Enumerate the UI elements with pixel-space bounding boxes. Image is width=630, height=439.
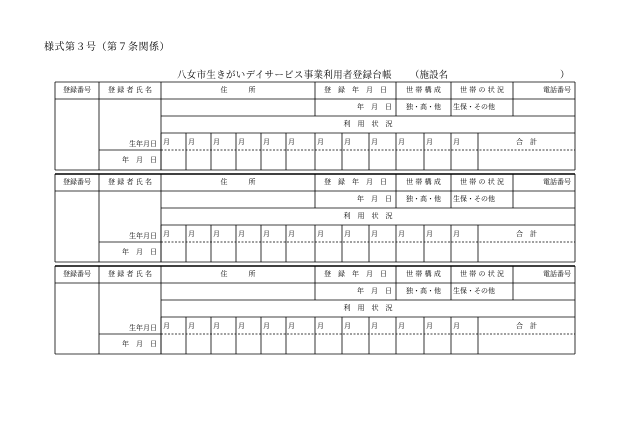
month-label: 月 (398, 230, 405, 238)
month-label: 月 (426, 138, 433, 146)
total-label: 合 計 (516, 230, 537, 238)
household-header: 世 帯 構 成 (406, 178, 441, 186)
month-label: 月 (453, 138, 460, 146)
month-label: 月 (188, 322, 195, 330)
name-header: 登 録 者 氏 名 (108, 86, 152, 94)
month-label: 月 (163, 230, 170, 238)
status-options: 生保・その他 (453, 103, 495, 111)
reg-date-value: 年 月 日 (357, 195, 392, 203)
facility-close-paren: ） (560, 70, 570, 81)
household-options: 独・高・他 (406, 195, 441, 203)
month-label: 月 (263, 138, 270, 146)
household-header: 世 帯 構 成 (406, 86, 441, 94)
total-label: 合 計 (516, 138, 537, 146)
month-label: 月 (288, 230, 295, 238)
month-label: 月 (398, 138, 405, 146)
household-options: 独・高・他 (406, 287, 441, 295)
document-title: 八女市生きがいデイサービス事業利用者登録台帳 (177, 70, 392, 81)
reg-date-header: 登 録 年 月 日 (324, 270, 387, 278)
address-header: 住 所 (220, 178, 256, 186)
month-label: 月 (344, 138, 351, 146)
month-label: 月 (263, 322, 270, 330)
status-header: 世 帯 の 状 況 (460, 86, 504, 94)
month-label: 月 (163, 322, 170, 330)
month-label: 月 (317, 230, 324, 238)
usage-header: 利 用 状 況 (343, 304, 393, 312)
month-label: 月 (453, 322, 460, 330)
month-label: 月 (238, 138, 245, 146)
phone-header: 電話番号 (543, 178, 571, 186)
birth-date-label: 生年月日 (129, 140, 157, 148)
birth-date-value: 年 月 日 (122, 156, 157, 164)
name-header: 登 録 者 氏 名 (108, 178, 152, 186)
month-label: 月 (238, 230, 245, 238)
month-label: 月 (317, 322, 324, 330)
month-label: 月 (288, 322, 295, 330)
reg-no-header: 登録番号 (63, 86, 91, 94)
household-header: 世 帯 構 成 (406, 270, 441, 278)
status-options: 生保・その他 (453, 195, 495, 203)
month-label: 月 (317, 138, 324, 146)
month-label: 月 (426, 322, 433, 330)
month-label: 月 (213, 138, 220, 146)
phone-header: 電話番号 (543, 86, 571, 94)
total-label: 合 計 (516, 322, 537, 330)
month-label: 月 (288, 138, 295, 146)
name-header: 登 録 者 氏 名 (108, 270, 152, 278)
month-label: 月 (188, 138, 195, 146)
form-number: 様式第３号（第７条関係） (44, 42, 170, 53)
reg-date-value: 年 月 日 (357, 103, 392, 111)
month-label: 月 (371, 322, 378, 330)
birth-date-label: 生年月日 (129, 232, 157, 240)
month-label: 月 (371, 138, 378, 146)
facility-label: （施設名 (410, 70, 449, 81)
reg-date-header: 登 録 年 月 日 (324, 178, 387, 186)
address-header: 住 所 (220, 86, 256, 94)
status-header: 世 帯 の 状 況 (460, 178, 504, 186)
month-label: 月 (426, 230, 433, 238)
month-label: 月 (344, 322, 351, 330)
month-label: 月 (163, 138, 170, 146)
household-options: 独・高・他 (406, 103, 441, 111)
birth-date-label: 生年月日 (129, 324, 157, 332)
birth-date-value: 年 月 日 (122, 340, 157, 348)
reg-no-header: 登録番号 (63, 178, 91, 186)
reg-no-header: 登録番号 (63, 270, 91, 278)
status-header: 世 帯 の 状 況 (460, 270, 504, 278)
month-label: 月 (213, 322, 220, 330)
month-label: 月 (453, 230, 460, 238)
month-label: 月 (213, 230, 220, 238)
month-label: 月 (371, 230, 378, 238)
reg-date-value: 年 月 日 (357, 287, 392, 295)
reg-date-header: 登 録 年 月 日 (324, 86, 387, 94)
month-label: 月 (344, 230, 351, 238)
usage-header: 利 用 状 況 (343, 212, 393, 220)
month-label: 月 (398, 322, 405, 330)
address-header: 住 所 (220, 270, 256, 278)
status-options: 生保・その他 (453, 287, 495, 295)
month-label: 月 (263, 230, 270, 238)
month-label: 月 (238, 322, 245, 330)
usage-header: 利 用 状 況 (343, 120, 393, 128)
phone-header: 電話番号 (543, 270, 571, 278)
month-label: 月 (188, 230, 195, 238)
birth-date-value: 年 月 日 (122, 248, 157, 256)
